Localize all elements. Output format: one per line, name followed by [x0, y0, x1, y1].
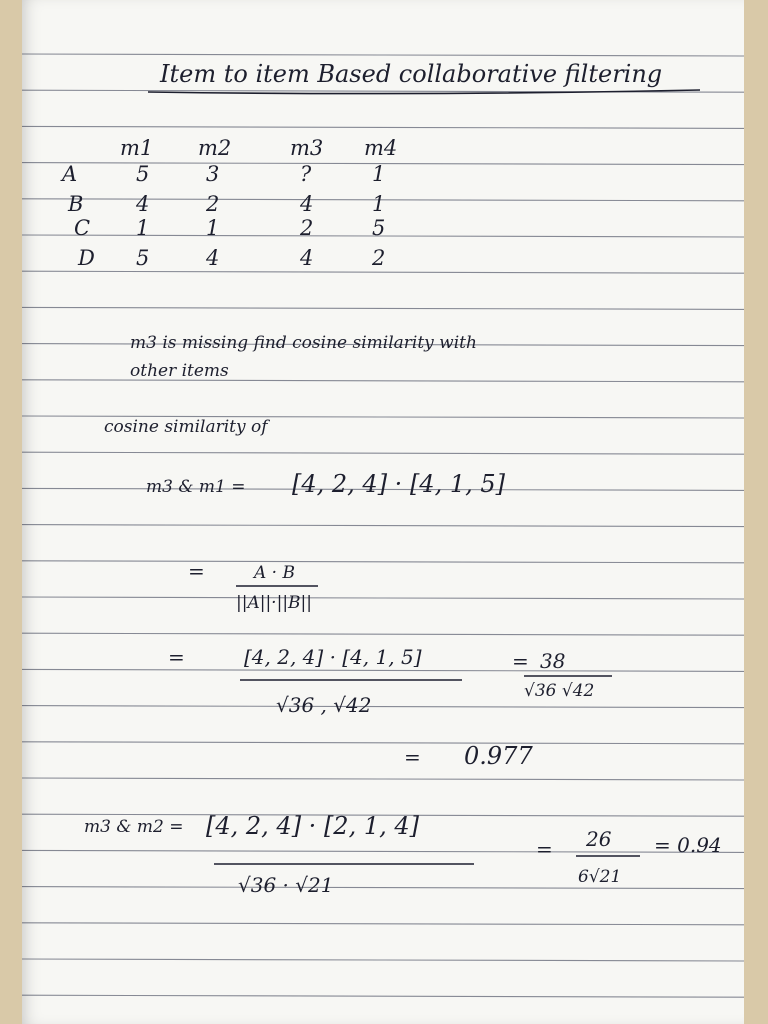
- table-cell: 4: [300, 192, 314, 216]
- calc1-final: 0.977: [464, 742, 533, 770]
- calc2-equals: =: [536, 837, 553, 861]
- table-row-label: A: [62, 162, 78, 186]
- table-cell: 1: [136, 216, 150, 240]
- calc1-formula-denominator: ||A||·||B||: [236, 593, 312, 613]
- table-cell: 1: [206, 216, 220, 240]
- table-cell: 2: [372, 246, 386, 270]
- title-underline: [148, 90, 700, 94]
- note-line-1: m3 is missing find cosine similarity with: [130, 333, 477, 353]
- calc1-result-denominator: √36 √42: [524, 681, 595, 701]
- calc1-step-numerator: [4, 2, 4] · [4, 1, 5]: [244, 645, 422, 669]
- table-cell: 2: [300, 216, 314, 240]
- calc1-equals-3: =: [512, 649, 529, 673]
- table-row-label: C: [74, 216, 91, 240]
- table-row-label: B: [68, 192, 84, 216]
- table-cell: 5: [136, 246, 150, 270]
- table-cell: 4: [300, 246, 314, 270]
- calc1-vectors: [4, 2, 4] · [4, 1, 5]: [292, 470, 505, 498]
- table-row-label: D: [78, 246, 95, 270]
- table-header-m3: m3: [290, 136, 324, 160]
- calc1-formula-numerator: A · B: [254, 563, 295, 583]
- ratings-table: [60, 136, 397, 270]
- calc1-equals: =: [188, 559, 205, 583]
- calc1-equals-2: =: [168, 645, 185, 669]
- table-cell: 2: [206, 192, 220, 216]
- calc2-result-denominator: 6√21: [578, 867, 622, 887]
- calc2-result-numerator: 26: [586, 827, 612, 851]
- calc2-final: = 0.94: [654, 833, 722, 857]
- table-cell: 5: [136, 162, 150, 186]
- table-cell: ?: [300, 162, 312, 186]
- page-title: Item to item Based collaborative filtering: [160, 60, 663, 88]
- calc1-label: m3 & m1 =: [146, 477, 246, 497]
- table-cell: 1: [372, 192, 386, 216]
- table-cell: 4: [136, 192, 150, 216]
- table-cell: 4: [206, 246, 220, 270]
- table-header-m2: m2: [198, 136, 232, 160]
- calc2-label: m3 & m2 =: [84, 817, 184, 837]
- calc1-step-denominator: √36 , √42: [276, 693, 372, 717]
- calc2-vectors: [4, 2, 4] · [2, 1, 4]: [206, 812, 419, 840]
- note-line-2: other items: [130, 361, 229, 381]
- calc2-denominator: √36 · √21: [238, 873, 334, 897]
- table-header-m4: m4: [364, 136, 398, 160]
- calc1-result-numerator: 38: [540, 649, 566, 673]
- cosine-heading: cosine similarity of: [104, 417, 268, 437]
- table-cell: 3: [206, 162, 220, 186]
- table-cell: 5: [372, 216, 386, 240]
- calc1-equals-4: =: [404, 745, 421, 769]
- table-header-m1: m1: [120, 136, 154, 160]
- table-cell: 1: [372, 162, 386, 186]
